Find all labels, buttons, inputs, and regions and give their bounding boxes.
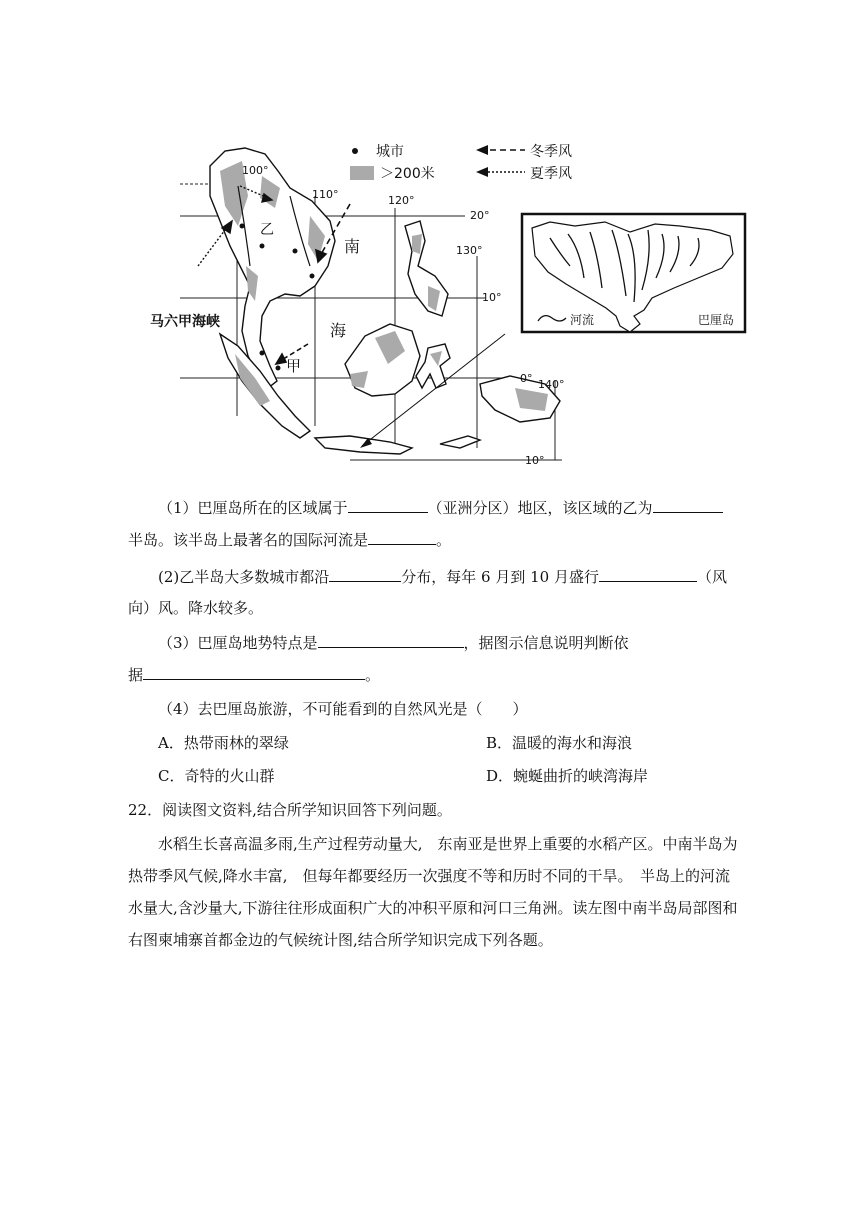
question-1-line-2 <box>128 529 451 550</box>
q2-text-d: 向）风。降水较多。 <box>128 599 264 617</box>
lon-label-100: 100° <box>242 164 269 177</box>
q1-text-d: 。 <box>436 531 452 549</box>
bali-inset <box>522 214 745 332</box>
lon-label-110: 110° <box>312 188 339 201</box>
q2-text-a: (2)乙半岛大多数城市都沿 <box>158 568 330 586</box>
q3-text-b: ，据图示信息说明判断依 <box>463 634 629 652</box>
inset-river-label: 河流 <box>570 313 595 327</box>
q4-option-d[interactable]: D．蜿蜒曲折的峡湾海岸 <box>486 767 649 785</box>
lon-label-120: 120° <box>388 194 415 207</box>
legend-elevation-label: ＞200米 <box>380 166 435 182</box>
inset-island-label: 巴厘岛 <box>698 313 735 327</box>
map-legend <box>350 144 572 182</box>
question-1-line-1 <box>158 497 723 518</box>
question-22-paragraph: 水稻生长喜高温多雨,生产过程劳动量大, 东南亚是世界上重要的水稻产区。中南半岛为热带季风气候,降水丰富, 但每年都要经历一次强度不等和历时不同的干旱。 半岛上的河流水量大,含沙量大,下游往往形成面积广大的冲积平原和河口三角洲。读左图中南半岛局部图和右图柬埔寨首都金边的气候统计图,结合所学知识完成下列各题。 <box>128 835 738 949</box>
q4-option-b[interactable]: B．温暖的海水和海浪 <box>486 734 633 752</box>
lat-label-20n: 20° <box>470 209 490 222</box>
sumatra-land <box>220 334 310 438</box>
legend-winter-label: 冬季风 <box>530 144 572 160</box>
lat-label-10n: 10° <box>482 291 502 304</box>
question-2-line-2 <box>128 598 263 618</box>
legend-city-label: 城市 <box>376 144 404 160</box>
label-yi: 乙 <box>260 222 274 238</box>
q3-text-a: （3）巴厘岛地势特点是 <box>158 634 318 652</box>
question-4-stem: （4）去巴厘岛旅游，不可能看到的自然风光是（ ） <box>158 700 528 718</box>
label-jia: 甲 <box>286 357 302 375</box>
lon-label-140: 140° <box>538 378 565 391</box>
q3-blank-terrain[interactable] <box>318 632 464 648</box>
lat-label-0: 0° <box>520 372 533 385</box>
lat-label-10s: 10° <box>525 454 545 467</box>
q1-blank-region[interactable] <box>348 497 428 513</box>
label-malacca-strait: 马六甲海峡 <box>150 314 220 330</box>
lon-label-130: 130° <box>456 244 483 257</box>
q4-option-c[interactable]: C．奇特的火山群 <box>158 767 275 785</box>
label-hai: 海 <box>330 321 347 340</box>
legend-elevation-swatch <box>350 166 374 180</box>
southeast-asia-map <box>150 126 750 471</box>
q1-blank-river[interactable] <box>368 529 436 545</box>
q3-text-d: 。 <box>365 666 381 684</box>
q2-blank-wind[interactable] <box>599 566 697 582</box>
q1-text-c: 半岛。该半岛上最著名的国际河流是 <box>128 531 369 549</box>
philippines-land <box>405 221 448 316</box>
q1-blank-peninsula[interactable] <box>653 497 723 513</box>
q2-text-c: （风 <box>696 568 727 586</box>
q3-blank-evidence[interactable] <box>143 664 365 680</box>
q3-text-c: 据 <box>128 666 144 684</box>
q1-text-a: （1）巴厘岛所在的区域属于 <box>158 499 348 517</box>
legend-city-dot <box>352 148 358 154</box>
timor-land <box>440 436 480 448</box>
q2-text-b: 分布，每年 6 月到 10 月盛行 <box>401 568 599 586</box>
label-nan: 南 <box>344 237 361 256</box>
q2-blank-distribution[interactable] <box>329 566 401 582</box>
question-3-line-2 <box>128 664 380 685</box>
question-2-line-1 <box>158 566 727 587</box>
legend-summer-label: 夏季风 <box>530 166 572 182</box>
q4-option-a[interactable]: A．热带雨林的翠绿 <box>158 734 289 752</box>
question-22-heading: 22．阅读图文资料,结合所学知识回答下列问题。 <box>128 801 452 819</box>
question-3-line-1 <box>158 632 629 653</box>
q1-text-b: （亚洲分区）地区，该区域的乙为 <box>427 499 653 517</box>
